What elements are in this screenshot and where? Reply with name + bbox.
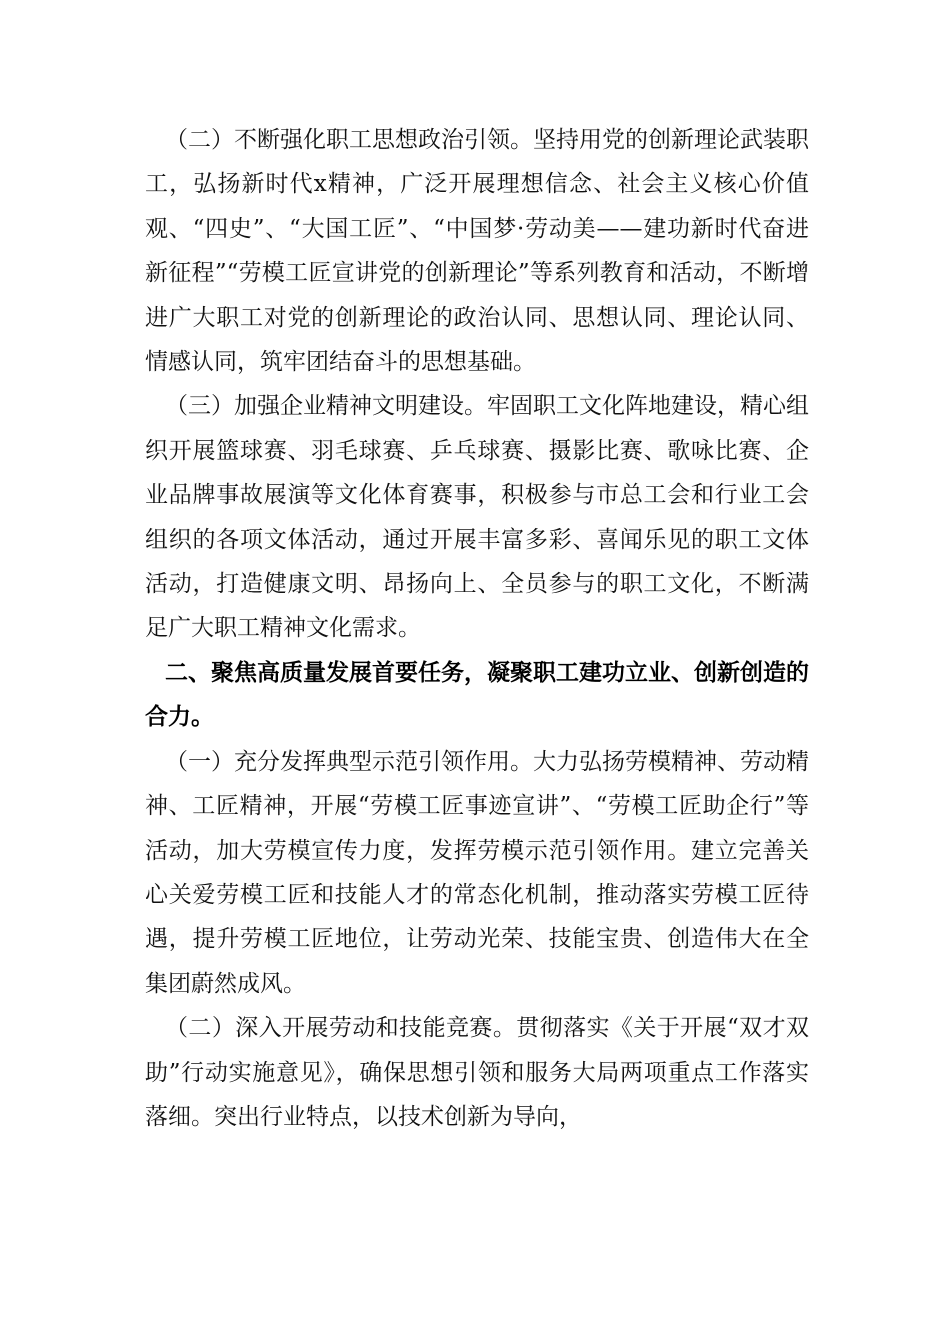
paragraph-spiritual-civilization: （三）加强企业精神文明建设。牢固职工文化阵地建设，精心组织开展篮球赛、羽毛球赛、乒乓球赛、摄影比赛、歌咏比赛、企业品牌事故展演等文化体育赛事，积极参与市总工会和行业工会组织的各项文体活动，通过开展丰富多彩、喜闻乐见的职工文体活动，打造健康文明、昂扬向上、全员参与的职工文化，不断满足广大职工精神文化需求。 [145,393,809,642]
paragraph-ideological-guidance: （二）不断强化职工思想政治引领。坚持用党的创新理论武装职工，弘扬新时代x精神，广泛开展理想信念、社会主义核心价值观、“四史”、“大国工匠”、“中国梦·劳动美——建功新时代奋进新征程”“劳模工匠宣讲党的创新理论”等系列教育和活动，不断增进广大职工对党的创新理论的政治认同、思想认同、理论认同、情感认同，筑牢团结奋斗的思想基础。 [145,127,809,376]
paragraph-skill-competition: （二）深入开展劳动和技能竞赛。贯彻落实《关于开展“双才双助”行动实施意见》，确保思想引领和服务大局两项重点工作落实落细。突出行业特点，以技术创新为导向， [145,1015,809,1130]
document-page [145,118,809,1139]
section-heading-2: 二、聚焦高质量发展首要任务，凝聚职工建功立业、创新创造的合力。 [145,659,809,731]
paragraph-model-leadership: （一）充分发挥典型示范引领作用。大力弘扬劳模精神、劳动精神、工匠精神，开展“劳模工匠事迹宣讲”、“劳模工匠助企行”等活动，加大劳模宣传力度，发挥劳模示范引领作用。建立完善关心关爱劳模工匠和技能人才的常态化机制，推动落实劳模工匠待遇，提升劳模工匠地位，让劳动光荣、技能宝贵、创造伟大在全集团蔚然成风。 [145,748,809,997]
